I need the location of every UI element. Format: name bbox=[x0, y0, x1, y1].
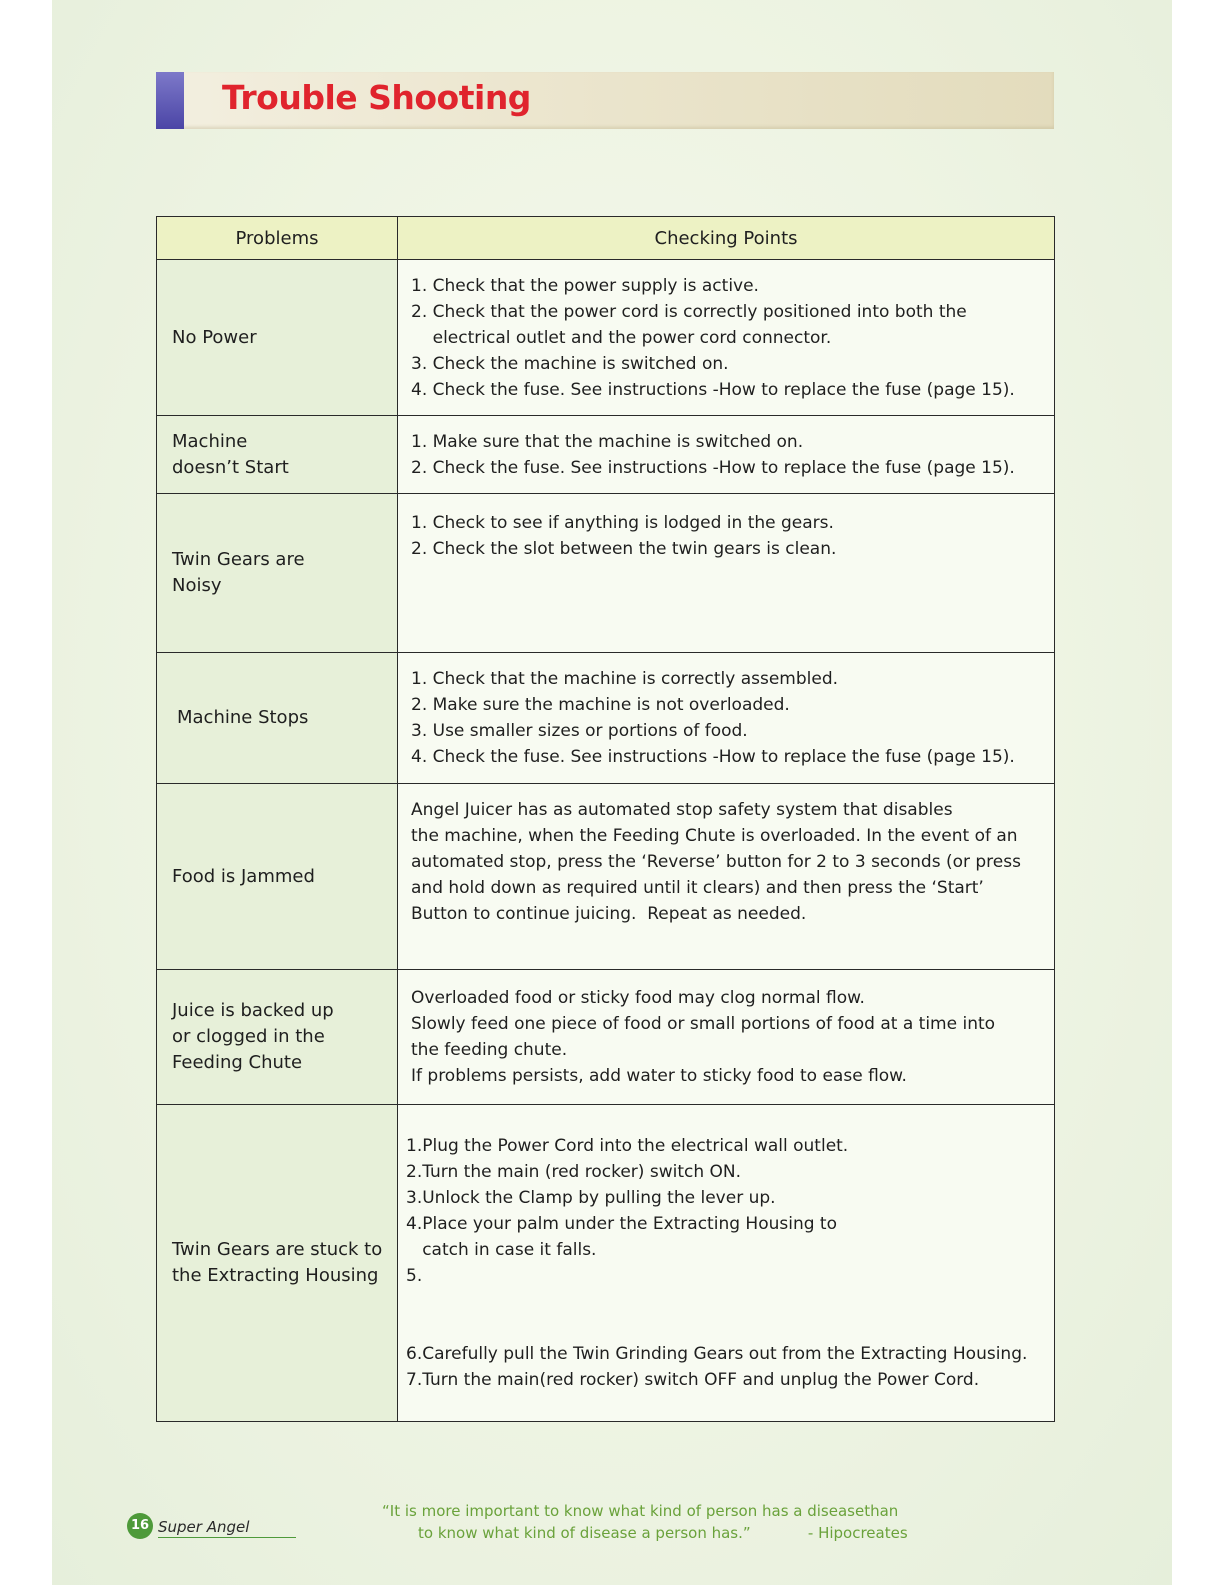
point-line: 3. Check the machine is switched on. bbox=[411, 353, 729, 374]
problem-cell bbox=[157, 416, 398, 494]
problem-text: Machine Stops bbox=[177, 707, 309, 728]
point-line: 1.Plug the Power Cord into the electrical wall outlet. bbox=[406, 1136, 849, 1156]
point-line: 2. Check the fuse. See instructions -How to replace the fuse (page 15). bbox=[411, 457, 1015, 478]
point-line: the feeding chute. bbox=[411, 1040, 568, 1060]
point-line: Angel Juicer has as automated stop safety system that disables bbox=[411, 800, 953, 820]
point-line: 5. bbox=[406, 1266, 423, 1286]
quote-line-1: “It is more important to know what kind of person has a diseasethan bbox=[382, 1502, 899, 1520]
point-line: 1. Check to see if anything is lodged in the gears. bbox=[411, 513, 834, 533]
table-row bbox=[157, 970, 1055, 1105]
point-line: 1. Check that the machine is correctly assembled. bbox=[411, 669, 839, 689]
table-row bbox=[157, 1105, 1055, 1422]
page-number-badge: 16 bbox=[127, 1513, 153, 1539]
checking-points-cell bbox=[398, 416, 1055, 494]
quote-line-2 bbox=[382, 1522, 942, 1544]
problem-text: Noisy bbox=[172, 575, 222, 596]
point-line: 2. Check the slot between the twin gears is clean. bbox=[411, 539, 837, 559]
table-row bbox=[157, 653, 1055, 784]
point-line: If problems persists, add water to sticky food to ease flow. bbox=[411, 1066, 907, 1086]
table-row bbox=[157, 416, 1055, 494]
problem-cell bbox=[157, 1105, 398, 1422]
problem-text: Juice is backed up bbox=[172, 1000, 334, 1021]
problem-cell bbox=[157, 784, 398, 970]
problem-cell bbox=[157, 260, 398, 416]
point-line: 7.Turn the main(red rocker) switch OFF and unplug the Power Cord. bbox=[406, 1370, 980, 1390]
problem-text: Machine bbox=[172, 430, 248, 452]
table-row bbox=[157, 494, 1055, 653]
checking-points-cell bbox=[398, 260, 1055, 416]
page-title: Trouble Shooting bbox=[222, 78, 531, 117]
problem-cell bbox=[157, 653, 398, 784]
quote-author: - Hipocreates bbox=[807, 1524, 908, 1542]
point-line: 3.Unlock the Clamp by pulling the lever up. bbox=[406, 1188, 776, 1208]
table-row bbox=[157, 260, 1055, 416]
point-line: 2. Make sure the machine is not overloaded. bbox=[411, 695, 790, 715]
point-line: 4. Check the fuse. See instructions -How to replace the fuse (page 15). bbox=[411, 379, 1015, 400]
header-problems: Problems bbox=[157, 217, 398, 260]
point-line: the machine, when the Feeding Chute is overloaded. In the event of an bbox=[411, 826, 1018, 846]
point-line: 4.Place your palm under the Extracting Housing to bbox=[406, 1214, 837, 1234]
problem-text: Twin Gears are bbox=[172, 549, 305, 570]
point-line: 1. Make sure that the machine is switched on. bbox=[411, 431, 804, 452]
point-line: catch in case it falls. bbox=[406, 1240, 597, 1260]
point-line: Overloaded food or sticky food may clog normal flow. bbox=[411, 988, 865, 1008]
problem-cell bbox=[157, 970, 398, 1105]
problem-text: or clogged in the bbox=[172, 1026, 325, 1047]
checking-points-cell bbox=[398, 653, 1055, 784]
point-line: and hold down as required until it clears) and then press the ‘Start’ bbox=[411, 878, 984, 898]
title-accent-block bbox=[156, 72, 184, 129]
table-header-row bbox=[157, 217, 1055, 260]
point-line: electrical outlet and the power cord connector. bbox=[411, 327, 832, 348]
problem-cell bbox=[157, 494, 398, 653]
checking-points-cell bbox=[398, 494, 1055, 653]
point-line: 3. Use smaller sizes or portions of food. bbox=[411, 721, 748, 741]
table-row bbox=[157, 784, 1055, 970]
problem-text: Feeding Chute bbox=[172, 1052, 303, 1073]
blank-step-gap bbox=[406, 1289, 1044, 1341]
checking-points-cell bbox=[398, 1105, 1055, 1422]
section-title-bar bbox=[156, 72, 1054, 129]
footer-brand: Super Angel bbox=[158, 1518, 296, 1538]
problem-text: Food is Jammed bbox=[172, 865, 315, 887]
troubleshooting-table bbox=[156, 216, 1055, 1422]
point-line: Button to continue juicing. Repeat as needed. bbox=[411, 904, 807, 924]
point-line: automated stop, press the ‘Reverse’ button for 2 to 3 seconds (or press bbox=[411, 852, 1021, 872]
point-line: 4. Check the fuse. See instructions -How to replace the fuse (page 15). bbox=[411, 747, 1015, 767]
problem-text: doesn’t Start bbox=[172, 456, 289, 478]
point-line: 2. Check that the power cord is correctly positioned into both the bbox=[411, 301, 967, 322]
footer-quote bbox=[382, 1500, 942, 1544]
header-checking-points: Checking Points bbox=[398, 217, 1055, 260]
checking-points-cell bbox=[398, 970, 1055, 1105]
problem-text: No Power bbox=[172, 326, 257, 348]
manual-page bbox=[52, 0, 1172, 1585]
point-line: 1. Check that the power supply is active. bbox=[411, 275, 759, 296]
quote-line-2-text: to know what kind of disease a person has.” bbox=[418, 1524, 751, 1542]
point-line: 2.Turn the main (red rocker) switch ON. bbox=[406, 1162, 742, 1182]
point-line: 6.Carefully pull the Twin Grinding Gears out from the Extracting Housing. bbox=[406, 1344, 1028, 1364]
checking-points-cell bbox=[398, 784, 1055, 970]
problem-text: Twin Gears are stuck to bbox=[172, 1239, 383, 1260]
problem-text: the Extracting Housing bbox=[172, 1265, 379, 1286]
point-line: Slowly feed one piece of food or small portions of food at a time into bbox=[411, 1014, 996, 1034]
